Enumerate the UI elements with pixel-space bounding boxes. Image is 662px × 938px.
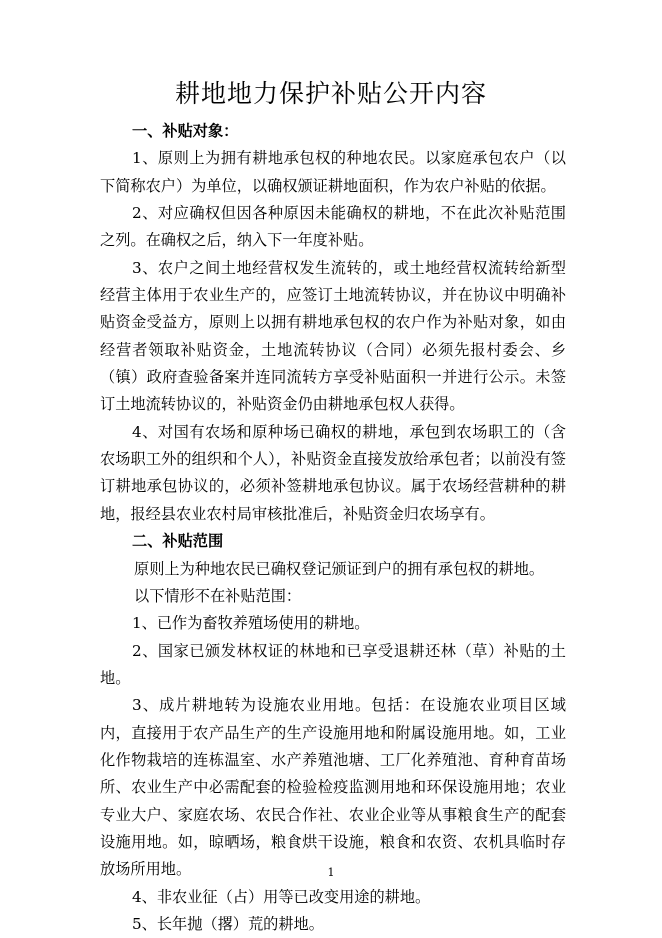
paragraph-target-3: 3、农户之间土地经营权发生流转的，或土地经营权流转给新型经营主体用于农业生产的，应签订土地流转协议，并在协议中明确补贴资金受益方，原则上以拥有耕地承包权的农户作为补贴对象，如由经营者领取补贴资金，土地流转协议（合同）必须先报村委会、乡（镇）政府查验备案并连同流转方享受补贴面积一并进行公示。未签订土地流转协议的，补贴资金仍由耕地承包权人获得。 (100, 258, 566, 414)
paragraph-scope-intro: 原则上为种地农民已确权登记颁证到户的拥有承包权的耕地。 (134, 559, 545, 578)
exclusion-item-5: 5、长年抛（撂）荒的耕地。 (132, 914, 324, 933)
paragraph-target-1: 1、原则上为拥有耕地承包权的种地农民。以家庭承包农户（以下简称农户）为单位，以确权颁证耕地面积，作为农户补贴的依据。 (100, 149, 566, 195)
section-heading-subsidy-target: 一、补贴对象： (132, 122, 239, 140)
page-number: 1 (327, 866, 335, 879)
paragraph-exclusion-intro: 以下情形不在补贴范围： (134, 586, 302, 605)
exclusion-item-3: 3、成片耕地转为设施农业用地。包括：在设施农业项目区域内，直接用于农产品生产的生产设施用地和附属设施用地。如，工业化作物栽培的连栋温室、水产养殖池塘、工厂化养殖池、育种育苗场所、农业生产中必需配套的检验检疫监测用地和环保设施用地；农业专业大户、家庭农场、农民合作社、农业企业等从事粮食生产的配套设施用地。如，晾晒场，粮食烘干设施，粮食和农资、农机具临时存放场所用地。 (100, 696, 566, 879)
paragraph-target-2: 2、对应确权但因各种原因未能确权的耕地，不在此次补贴范围之列。在确权之后，纳入下一年度补贴。 (100, 204, 566, 250)
document-title: 耕地地力保护补贴公开内容 (174, 79, 487, 108)
exclusion-item-4: 4、非农业征（占）用等已改变用途的耕地。 (132, 887, 431, 906)
section-heading-subsidy-scope: 二、补贴范围 (132, 532, 224, 551)
exclusion-item-1: 1、已作为畜牧养殖场使用的耕地。 (132, 614, 370, 633)
paragraph-target-4: 4、对国有农场和原种场已确权的耕地，承包到农场职工的（含农场职工外的组织和个人），补贴资金直接发放给承包者；以前没有签订耕地承包协议的，必须补签耕地承包协议。属于农场经营耕种的耕地，报经县农业农村局审核批准后，补贴资金归农场享有。 (100, 422, 566, 523)
exclusion-item-2: 2、国家已颁发林权证的林地和已享受退耕还林（草）补贴的土地。 (100, 641, 566, 687)
document-body (100, 118, 566, 938)
